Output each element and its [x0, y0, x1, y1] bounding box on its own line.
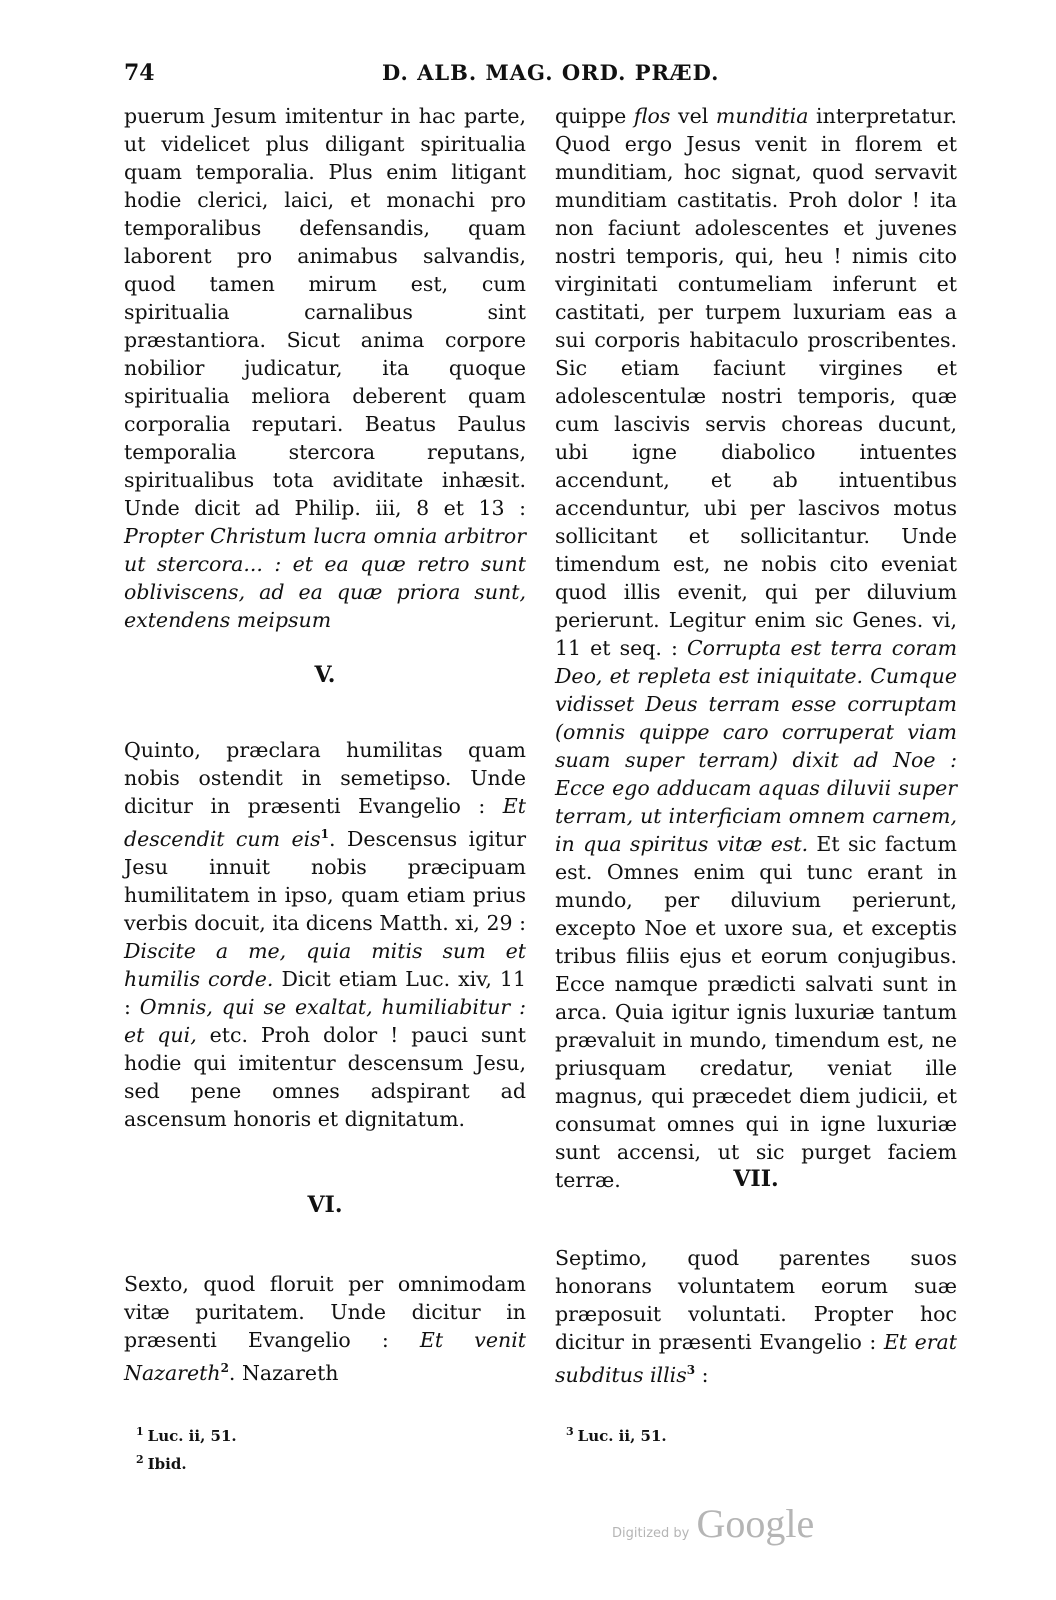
- text-run: Et sic factum est. Omnes enim qui tunc erant in mundo, per diluvium perierunt, excepto Noe et uxore sua, et exceptis tribus filiis ejus et eorum conjugibus. Ecce namque prædicti salvati sunt in arca. Quia igitur ignis luxuriæ tantum prævaluit in mundo, timendum est, ne priusquam credatur, veniat ille magnus, qui præcedet diem judicii, et consumat omnes qui in igne luxuriæ sunt accensi, ut sic purget faciem terræ.: [555, 832, 957, 1192]
- footnote-text: Luc. ii, 51.: [147, 1427, 237, 1445]
- text-run: vel: [670, 104, 716, 128]
- paragraph: [124, 102, 526, 634]
- footnote-text: Luc. ii, 51.: [577, 1427, 667, 1445]
- text-run: Quinto, præclara humilitas quam nobis ostendit in semetipso. Unde dicitur in præsenti Evangelio :: [124, 738, 526, 818]
- footnote-ref[interactable]: 2: [220, 1361, 229, 1375]
- running-title: D. ALB. MAG. ORD. PRÆD.: [382, 60, 720, 85]
- scripture-quote: Omnis, qui se exaltat, humiliabitur : et qui,: [124, 994, 526, 1047]
- footnote: [566, 1420, 667, 1448]
- italic-word: flos: [633, 104, 671, 128]
- section-heading-vi: VI.: [307, 1192, 343, 1218]
- right-column-paragraph-2: [555, 1244, 957, 1389]
- scripture-quote: Et venit Nazareth: [124, 1328, 526, 1385]
- footnote-mark: 2: [136, 1453, 144, 1466]
- left-column-paragraph-2: [124, 736, 526, 1133]
- footnote-text: Ibid.: [147, 1455, 187, 1473]
- scripture-quote: Discite a me, quia mitis sum et humilis corde.: [124, 938, 526, 991]
- right-footnotes: [566, 1420, 667, 1448]
- italic-word: munditia: [715, 104, 809, 128]
- section-heading-vii: VII.: [733, 1166, 779, 1192]
- text-run: :: [695, 1362, 709, 1387]
- text-run: . Nazareth: [228, 1360, 339, 1385]
- footnote-ref[interactable]: 1: [320, 827, 330, 841]
- footnote-mark: 3: [566, 1425, 574, 1438]
- scripture-quote: Et erat subditus illis: [555, 1330, 957, 1387]
- text-run: Septimo, quod parentes suos honorans voluntatem eorum suæ præposuit voluntati. Propter hoc dicitur in præsenti Evangelio :: [555, 1246, 957, 1354]
- footnote: [136, 1420, 237, 1448]
- left-column-paragraph-1: [124, 102, 526, 634]
- footnote: [136, 1448, 237, 1476]
- left-column-paragraph-3: [124, 1270, 526, 1387]
- digitized-watermark: [612, 1500, 814, 1547]
- left-footnotes: [136, 1420, 237, 1476]
- scripture-quote: Propter Christum lucra omnia arbitror ut stercora... : et ea quæ retro sunt obliviscens, ad ea quæ priora sunt, extendens meipsum: [124, 524, 526, 632]
- text-run: Sexto, quod floruit per omnimodam vitæ puritatem. Unde dicitur in præsenti Evangelio :: [124, 1272, 526, 1352]
- watermark-prefix: Digitized by: [612, 1526, 690, 1541]
- text-run: puerum Jesum imitentur in hac parte, ut videlicet plus diligant spiritualia quam temporalia. Plus enim litigant hodie clerici, laici, et monachi pro temporalibus defensandis, quam laborent pro animabus salvandis, quod tamen mirum est, cum spiritualia carnalibus sint præstantiora. Sicut anima corpore nobilior judicatur, ita quoque spiritualia meliora deberent quam corporalia reputari. Beatus Paulus temporalia stercora reputans, spiritualibus tota aviditate inhæsit. Unde dicit ad Philip. iii, 8 et 13 :: [124, 104, 526, 520]
- text-run: etc. Proh dolor ! pauci sunt hodie qui imitentur descensum Jesu, sed pene omnes adspirant ad ascensum honoris et dignitatum.: [124, 1022, 526, 1131]
- section-heading-v: V.: [314, 662, 336, 688]
- paragraph: [124, 1270, 526, 1387]
- paragraph: [555, 102, 957, 1194]
- right-column-paragraph-1: [555, 102, 957, 1194]
- google-logo: Google: [696, 1501, 815, 1546]
- text-run: quippe: [555, 104, 634, 128]
- text-run: . Descensus igitur Jesu innuit nobis præcipuam humilitatem in ipso, quam etiam prius verbis docuit, ita dicens Matth. xi, 29 :: [124, 826, 526, 935]
- scripture-quote: Corrupta est terra coram Deo, et repleta est iniquitate. Cumque vidisset Deus terram esse corruptam (omnis quippe caro corruperat viam suam super terram) dixit ad Noe : Ecce ego adducam aquas diluvii super terram, ut interficiam omnem carnem, in qua spiritus vitæ est.: [555, 636, 958, 856]
- text-run: Dicit etiam Luc. xiv, 11 :: [124, 966, 526, 1019]
- page-header: [0, 60, 1056, 90]
- scripture-quote: Et descendit cum eis: [124, 794, 526, 851]
- page-number: 74: [124, 60, 155, 86]
- paragraph: [555, 1244, 957, 1389]
- footnote-ref[interactable]: 3: [686, 1363, 696, 1377]
- footnote-mark: 1: [136, 1425, 144, 1438]
- paragraph: [124, 736, 526, 1133]
- text-run: interpretatur. Quod ergo Jesus venit in florem et munditiam, hoc signat, quod servavit munditiam castitatis. Proh dolor ! ita non faciunt adolescentes et juvenes nostri temporis, qui, heu ! nimis cito virginitati contumeliam inferunt et castitati, per turpem luxuriam eas a sui corporis habitaculo proscribentes. Sic etiam faciunt virgines et adolescentulæ nostri temporis, quæ cum lascivis servis choreas ducunt, ubi igne diabolico intuentes accendunt, et ab intuentibus accenduntur, ubi per lascivos motus sollicitant et sollicitantur. Unde timendum est, ne nobis cito eveniat quod illis evenit, qui per diluvium perierunt. Legitur enim sic Genes. vi, 11 et seq. :: [555, 104, 958, 660]
